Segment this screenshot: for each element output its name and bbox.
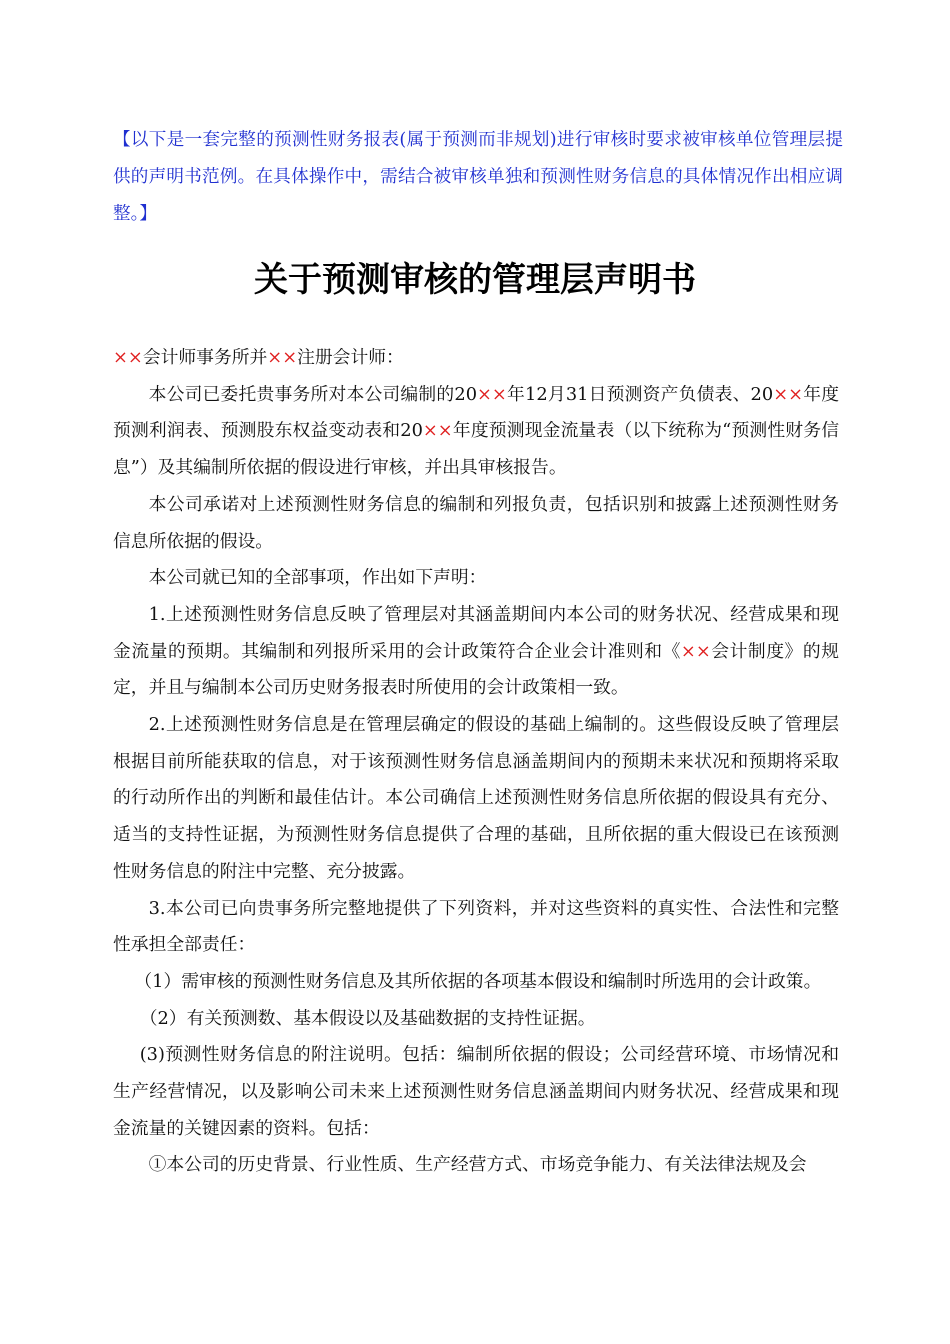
placeholder-mark: ××: [422, 420, 453, 442]
document-title: 关于预测审核的管理层声明书: [254, 260, 696, 300]
paragraph-text: 年12月31日预测资产负债表、20: [506, 383, 774, 405]
placeholder-mark: ××: [113, 347, 143, 368]
paragraph-subitem-1: （1）需审核的预测性财务信息及其所依据的各项基本假设和编制时所选用的会计政策。: [134, 970, 822, 992]
placeholder-mark: ××: [477, 383, 507, 405]
salutation-text: 注册会计师：: [297, 347, 404, 368]
salutation-text: 会计师事务所并: [142, 347, 268, 368]
paragraph-subitem-3: (3)预测性财务信息的附注说明。包括：编制所依据的假设；公司经营环境、市场情况和生产经营情况，以及影响公司未来上述预测性财务信息涵盖期间内财务状况、经营成果和现金流量的关键因素的资料。包括：: [113, 1044, 839, 1139]
paragraph-item-3: 3.本公司已向贵事务所完整地提供了下列资料，并对这些资料的真实性、合法性和完整性承担全部责任：: [113, 897, 839, 956]
paragraph-text: 年度预测利润表、预测股东权益变动表和20: [113, 383, 839, 442]
paragraph-responsibility: 本公司承诺对上述预测性财务信息的编制和列报负责，包括识别和披露上述预测性财务信息所依据的假设。: [113, 493, 839, 552]
instruction-note: 【以下是一套完整的预测性财务报表(属于预测而非规划)进行审核时要求被审核单位管理层提供的声明书范例。在具体操作中，需结合被审核单独和预测性财务信息的具体情况作出相应调整。】: [113, 130, 843, 224]
placeholder-mark: ××: [267, 347, 298, 368]
document-body: [113, 340, 839, 1184]
placeholder-mark: ××: [773, 383, 803, 405]
paragraph-engagement: [113, 377, 839, 487]
paragraph-item-2: 2.上述预测性财务信息是在管理层确定的假设的基础上编制的。这些假设反映了管理层根据目前所能获取的信息，对于该预测性财务信息涵盖期间内的预期未来状况和预期将采取的行动所作出的判断和最佳估计。本公司确信上述预测性财务信息所依据的假设具有充分、适当的支持性证据，为预测性财务信息提供了合理的基础，且所依据的重大假设已在该预测性财务信息的附注中完整、充分披露。: [113, 714, 839, 882]
paragraph-text: 1.上述预测性财务信息反映了管理层对其涵盖期间内本公司的财务状况、经营成果和现金流量的预期。其编制和列报所采用的会计政策符合企业会计准则和《: [113, 603, 839, 662]
paragraph-text: 年度预测现金流量表（以下统称为“预测性财务信息”）及其编制所依据的假设进行审核，并出具审核报告。: [113, 420, 839, 479]
paragraph-item-1: [113, 597, 839, 707]
placeholder-mark: ××: [680, 640, 711, 662]
paragraph-subitem-2: （2）有关预测数、基本假设以及基础数据的支持性证据。: [139, 1007, 596, 1029]
paragraph-text: 会计制度》的规定，并且与编制本公司历史财务报表时所使用的会计政策相一致。: [113, 640, 839, 699]
paragraph-declaration-intro: 本公司就已知的全部事项，作出如下声明：: [148, 567, 487, 589]
paragraph-subitem-3-1: ①本公司的历史背景、行业性质、生产经营方式、市场竞争能力、有关法律法规及会: [148, 1154, 807, 1176]
paragraph-text: 本公司已委托贵事务所对本公司编制的20: [148, 383, 478, 405]
salutation: [113, 340, 839, 377]
